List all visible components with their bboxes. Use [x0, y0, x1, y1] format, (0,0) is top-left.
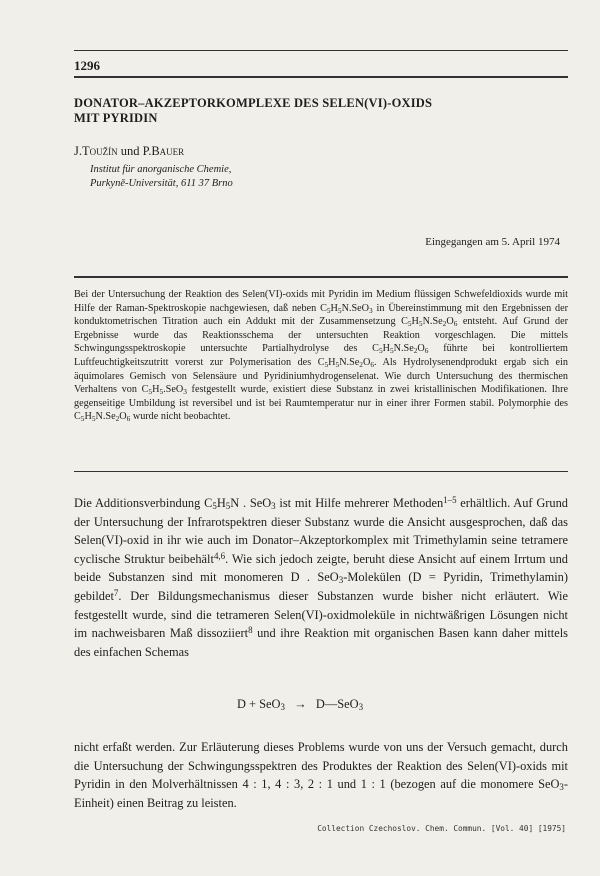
- formula: $C_5H_5.SeO_3$: [141, 384, 187, 396]
- formula: $C_5H_5N$ . SeO$_3$: [204, 496, 276, 512]
- abstract-top-rule: [74, 276, 568, 278]
- body-paragraph-1: Die Additionsverbindung $C_5H_5N$ . SeO$_3$ ist mit Hilfe mehrerer Methoden$^{1-5}$ erhältlich. Auf Grund der Untersuchung der Infrarotspektren dieser Substanz wurde die Ansicht ausgesprochen, daß das Selen(VI)-oxid in ihr wie auch im Donator–Akzeptorkomplex mit Trimethylamin seine tetramere cyclische Struktur beibehält$^{4,6}$. Wie sich jedoch zeigte, beruht diese Ansicht auf einem Irrtum und beide Substanzen sind mit monomeren D . SeO$_3$-Molekülen (D = Pyridin, Trimethylamin) gebildet$^7$. Der Bildungsmechanismus dieser Substanzen wurde bisher nicht erläutert. Wie festgestellt wurde, sind die tetrameren Selen(VI)-oxidmoleküle in nichtwäßrigen Lösungen nicht im nachweisbaren Maß dissoziiert$^8$ und ihre Reaktion mit organischen Basen kann daher mittels des einfachen Schemas: [74, 494, 569, 659]
- top-rule: [74, 50, 568, 51]
- formula: $C_5H_5N.Se_2O_6$: [401, 316, 458, 329]
- formula: $C_5H_5N.Se_2O_6$: [317, 356, 374, 369]
- title-line-1: DONATOR–AKZEPTORKOMPLEXE DES SELEN(VI)-OXIDS: [74, 96, 433, 110]
- abstract-bottom-rule: [74, 471, 568, 472]
- author-conjunction: und: [120, 144, 140, 158]
- reaction-equation: D + SeO$_3$ → D—SeO$_3$: [236, 697, 364, 713]
- formula: $C_5H_5N.Se_2O_6$: [372, 343, 429, 356]
- title-line-2: MIT PYRIDIN: [74, 111, 158, 125]
- author1-initial: J.: [74, 144, 82, 158]
- reaction-arrow: →: [294, 697, 307, 711]
- affiliation: [90, 163, 233, 191]
- abstract: Bei der Untersuchung der Reaktion des Selen(VI)-oxids mit Pyridin im Medium flüssigen Schwefeldioxids wurde mit Hilfe der Raman-Spektroskopie nachgewiesen, daß neben $C_5H_5N.SeO_3$ in Übereinstimmung mit den Ergebnissen der konduktometrischen Titration auch ein Addukt mit der Zusammensetzung $C_5H_5N.Se_2O_6$ entsteht. Auf Grund der Ergebnisse wurde das Reaktionsschema der untersuchten Reaktion vorgeschlagen. Die mittels Schwingungsspektroskopie untersuchte Partialhydrolyse des $C_5H_5N.Se_2O_6$ führte bei kontrolliertem Luftfeuchtigkeitszutritt vorerst zur Polymerisation des $C_5H_5N.Se_2O_6$. Als Hydrolysenendprodukt ergab sich ein äquimolares Gemisch von Selensäure und Pyridiniumhydrogenselenat. Wie durch Untersuchung des thermischen Verhaltens von $C_5H_5.SeO_3$ festgestellt wurde, existiert diese Substanz in zwei kristallinischen Modifikationen. Ihre gegenseitige Umbildung ist reversibel und ist bei Raumtemperatur nur in einer ihrer Formen stabil. Polymorphie des $C_5H_5N.Se_2O_6$ wurde nicht beobachtet.: [74, 289, 568, 424]
- formula: $C_5H_5N.SeO_3$: [320, 302, 373, 315]
- page-number: 1296: [74, 58, 100, 73]
- author2-initial: P.: [142, 144, 152, 158]
- journal-footer: Collection Czechoslov. Chem. Commun. [Vol. 40] [1975]: [317, 824, 566, 833]
- affiliation-line-2: Purkyně-Universität, 611 37 Brno: [90, 178, 233, 189]
- author1-surname: Toužín: [82, 144, 118, 158]
- affiliation-line-1: Institut für anorganische Chemie,: [90, 164, 232, 175]
- article-title: [74, 96, 554, 126]
- reference-marker: 8: [248, 625, 253, 636]
- author2-surname: Bauer: [151, 144, 185, 158]
- reference-marker: 7: [113, 587, 119, 598]
- body-paragraph-2: nicht erfaßt werden. Zur Erläuterung dieses Problems wurde von uns der Versuch gemacht, durch die Untersuchung der Schwingungsspektren des Produktes der Reaktion des Selen(VI)-oxids mit Pyridin in den Molverhältnissen 4 : 1, 4 : 3, 2 : 1 und 1 : 1 (bezogen auf die monomere SeO$_3$-Einheit) einen Beitrag zu leisten.: [74, 740, 568, 810]
- reference-marker: 1–5: [443, 494, 457, 505]
- formula: $C_5H_5N.Se_2O_6$: [74, 411, 131, 424]
- received-date: Eingegangen am 5. April 1974: [425, 236, 560, 248]
- author-line: [74, 144, 184, 159]
- reference-marker: 4,6: [213, 550, 226, 561]
- header-rule: [74, 76, 568, 78]
